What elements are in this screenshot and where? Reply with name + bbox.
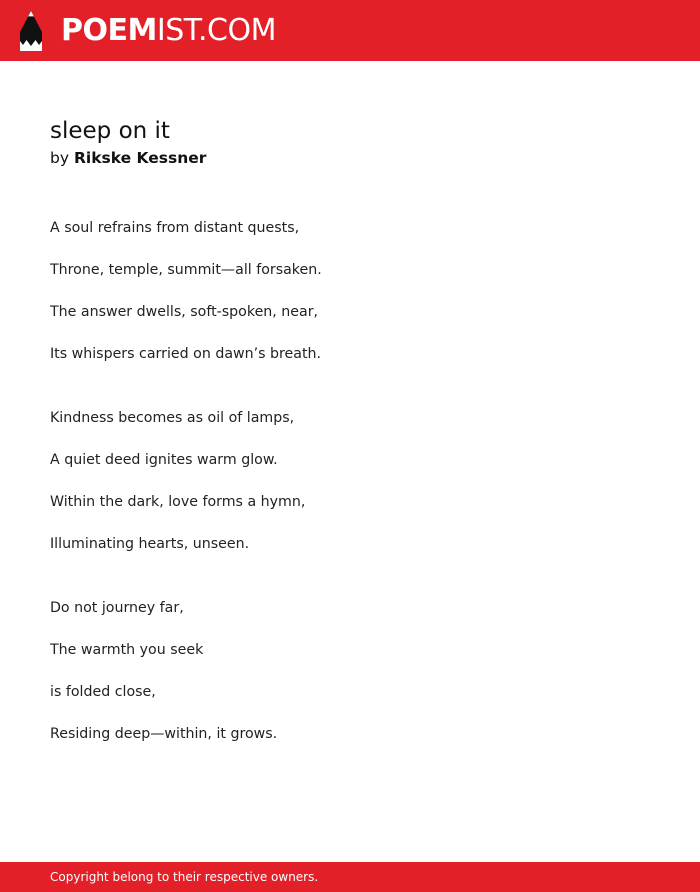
site-logo-link[interactable]: [16, 9, 276, 53]
poem-line: A quiet deed ignites warm glow.: [50, 452, 278, 468]
poem-line: Residing deep—within, it grows.: [50, 726, 278, 742]
poem-line: The answer dwells, soft-spoken, near,: [50, 304, 319, 320]
poem-line: A soul refrains from distant quests,: [50, 220, 300, 236]
poem-body: [50, 217, 650, 745]
logo-text-light: IST.COM: [156, 13, 276, 48]
poem-line: The warmth you seek: [50, 642, 204, 658]
author-name: Rikske Kessner: [73, 149, 207, 167]
poem-line: is folded close,: [50, 684, 156, 700]
poem-line: Do not journey far,: [50, 600, 184, 616]
poem-title: sleep on it: [50, 118, 170, 144]
stanza-1: [50, 217, 650, 365]
copyright-notice: Copyright belong to their respective owners.: [50, 870, 319, 884]
stanza-3: [50, 597, 650, 745]
poem-line: Within the dark, love forms a hymn,: [50, 494, 306, 510]
byline: [50, 147, 650, 169]
site-logo-text: [61, 9, 276, 53]
poem-line: Throne, temple, summit—all forsaken.: [50, 262, 322, 278]
site-footer: [0, 862, 700, 892]
poem-line: Its whispers carried on dawn’s breath.: [50, 346, 322, 362]
poem-content: [50, 116, 650, 787]
byline-prefix: by: [50, 149, 70, 167]
poem-line: Illuminating hearts, unseen.: [50, 536, 250, 552]
site-header: [0, 0, 700, 61]
logo-text-strong: POEM: [61, 13, 157, 48]
pencil-tip-icon: [16, 10, 46, 52]
stanza-2: [50, 407, 650, 555]
poem-line: Kindness becomes as oil of lamps,: [50, 410, 295, 426]
